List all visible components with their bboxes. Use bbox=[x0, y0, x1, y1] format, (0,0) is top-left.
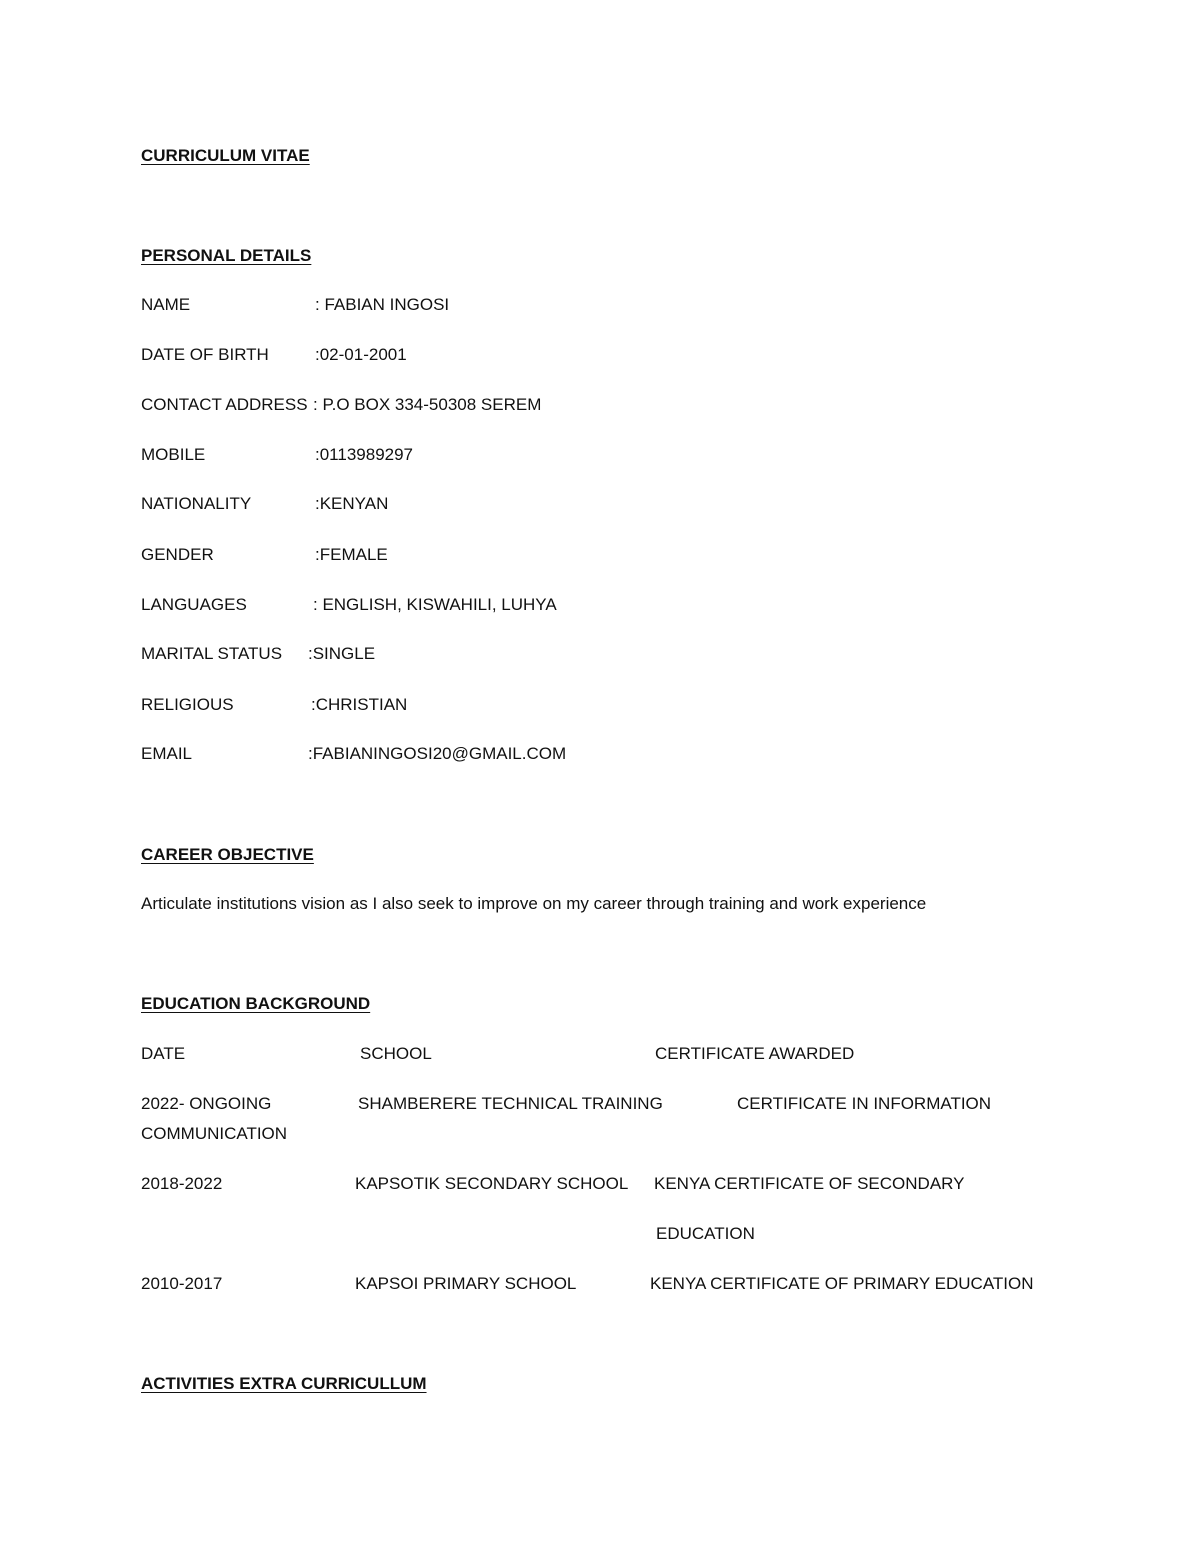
career-objective-text: Articulate institutions vision as I also seek to improve on my career through training and work experience bbox=[141, 894, 927, 913]
education-heading: EDUCATION BACKGROUND bbox=[141, 994, 371, 1013]
name-value: : FABIAN INGOSI bbox=[315, 295, 450, 314]
career-objective-heading: CAREER OBJECTIVE bbox=[141, 845, 314, 864]
education-row-2-school: KAPSOTIK SECONDARY SCHOOL bbox=[355, 1174, 629, 1193]
document-title: CURRICULUM VITAE bbox=[141, 146, 310, 165]
languages-value: : ENGLISH, KISWAHILI, LUHYA bbox=[313, 595, 557, 614]
education-col-date: DATE bbox=[141, 1044, 186, 1063]
education-row-1-cert: CERTIFICATE IN INFORMATION bbox=[737, 1094, 992, 1113]
activities-heading: ACTIVITIES EXTRA CURRICULLUM bbox=[141, 1374, 427, 1393]
education-col-certificate: CERTIFICATE AWARDED bbox=[655, 1044, 855, 1063]
education-row-1-date: 2022- ONGOING bbox=[141, 1094, 272, 1113]
education-row-3-school: KAPSOI PRIMARY SCHOOL bbox=[355, 1274, 577, 1293]
gender-value: :FEMALE bbox=[315, 545, 388, 564]
religious-value: :CHRISTIAN bbox=[311, 695, 408, 714]
education-row-2-cert-cont: EDUCATION bbox=[656, 1224, 755, 1243]
languages-label: LANGUAGES bbox=[141, 595, 247, 614]
education-row-3-cert: KENYA CERTIFICATE OF PRIMARY EDUCATION bbox=[650, 1274, 1034, 1293]
religious-label: RELIGIOUS bbox=[141, 695, 234, 714]
contact-address-value: : P.O BOX 334-50308 SEREM bbox=[313, 395, 542, 414]
education-row-2-date: 2018-2022 bbox=[141, 1174, 223, 1193]
education-row-2-cert: KENYA CERTIFICATE OF SECONDARY bbox=[654, 1174, 965, 1193]
education-col-school: SCHOOL bbox=[360, 1044, 432, 1063]
mobile-value: :0113989297 bbox=[315, 445, 414, 464]
mobile-label: MOBILE bbox=[141, 445, 206, 464]
dob-value: :02-01-2001 bbox=[315, 345, 407, 364]
nationality-label: NATIONALITY bbox=[141, 494, 252, 513]
education-row-1-cert-cont: COMMUNICATION bbox=[141, 1124, 288, 1143]
gender-label: GENDER bbox=[141, 545, 214, 564]
dob-label: DATE OF BIRTH bbox=[141, 345, 269, 364]
email-value: :FABIANINGOSI20@GMAIL.COM bbox=[308, 744, 567, 763]
name-label: NAME bbox=[141, 295, 191, 314]
education-row-3-date: 2010-2017 bbox=[141, 1274, 223, 1293]
personal-details-heading: PERSONAL DETAILS bbox=[141, 246, 312, 265]
marital-status-value: :SINGLE bbox=[308, 644, 376, 663]
email-label: EMAIL bbox=[141, 744, 193, 763]
contact-address-label: CONTACT ADDRESS bbox=[141, 395, 308, 414]
marital-status-label: MARITAL STATUS bbox=[141, 644, 283, 663]
nationality-value: :KENYAN bbox=[315, 494, 389, 513]
education-row-1-school: SHAMBERERE TECHNICAL TRAINING bbox=[358, 1094, 663, 1113]
